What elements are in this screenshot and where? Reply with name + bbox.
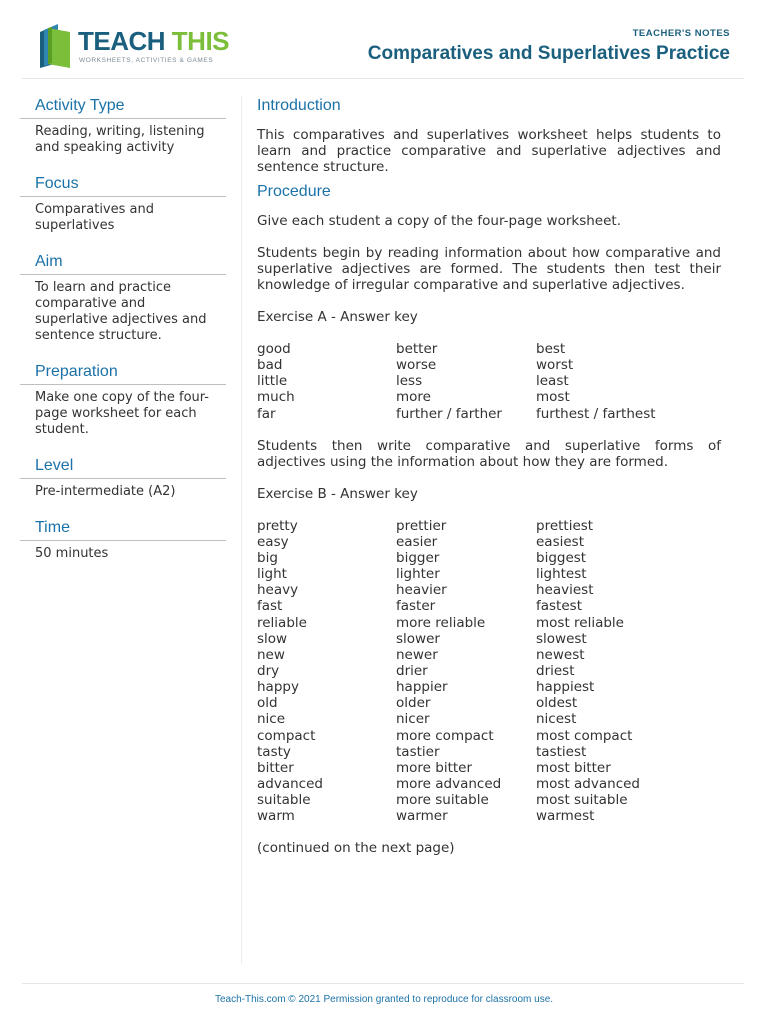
base-form-cell: fast [257, 598, 283, 615]
comparative-cell: faster [396, 598, 436, 615]
sidebar-section-time [20, 516, 226, 566]
comparative-cell: less [396, 373, 423, 390]
superlative-cell: biggest [536, 549, 587, 566]
superlative-cell: warmest [536, 808, 595, 825]
superlative-cell: easiest [536, 533, 584, 550]
sidebar-section-focus [20, 172, 226, 238]
comparative-cell: more compact [396, 727, 494, 744]
table-row [257, 550, 640, 566]
table-row [257, 566, 640, 582]
table-row [257, 389, 656, 405]
logo-word-this: THIS [171, 26, 230, 56]
base-form-cell: big [257, 549, 278, 566]
comparative-cell: tastier [396, 743, 440, 760]
footer-copyright: Teach-This.com © 2021 Permission granted to reproduce for classroom use. [214, 994, 554, 1005]
base-form-cell: bad [257, 357, 283, 374]
table-row [257, 598, 640, 614]
superlative-cell: most advanced [536, 775, 640, 792]
superlative-cell: most reliable [536, 614, 624, 631]
sidebar-heading: Time [20, 516, 226, 541]
comparative-cell: bigger [396, 549, 440, 566]
comparative-cell: lighter [396, 566, 440, 583]
sidebar-section-level [20, 454, 226, 504]
base-form-cell: bitter [257, 759, 294, 776]
sidebar-heading: Preparation [20, 360, 226, 385]
introduction-heading: Introduction [257, 97, 341, 114]
exercise-a-title: Exercise A - Answer key [257, 309, 418, 325]
base-form-cell: suitable [257, 792, 311, 809]
comparative-cell: newer [396, 646, 438, 663]
table-row [257, 760, 640, 776]
superlative-cell: heaviest [536, 582, 594, 599]
table-row [257, 406, 656, 422]
comparative-cell: more bitter [396, 759, 473, 776]
comparative-cell: further / farther [396, 405, 502, 422]
comparative-cell: more advanced [396, 775, 502, 792]
superlative-cell: oldest [536, 695, 578, 712]
sidebar-text: Comparatives and superlatives [35, 202, 154, 233]
table-row [257, 679, 640, 695]
comparative-cell: more reliable [396, 614, 486, 631]
base-form-cell: heavy [257, 582, 299, 599]
exercise-b-answer-table [257, 518, 640, 825]
table-row [257, 647, 640, 663]
page-header [0, 0, 768, 80]
base-form-cell: easy [257, 533, 289, 550]
base-form-cell: tasty [257, 743, 291, 760]
procedure-heading: Procedure [257, 183, 331, 200]
table-row [257, 711, 640, 727]
superlative-cell: most suitable [536, 792, 628, 809]
superlative-cell: least [536, 373, 569, 390]
comparative-cell: drier [396, 662, 428, 679]
table-row [257, 744, 640, 760]
procedure-paragraph: Students begin by reading information about how comparative and superlative adjectives are formed. The students then test their knowledge of irregular comparative and superlative adjectives. [257, 245, 721, 293]
comparative-cell: better [396, 341, 438, 357]
comparative-cell: worse [396, 357, 437, 374]
base-form-cell: pretty [257, 517, 298, 534]
base-form-cell: much [257, 389, 295, 406]
comparative-cell: heavier [396, 582, 447, 599]
header-divider [22, 78, 744, 79]
sidebar-text: Reading, writing, listening and speaking activity [35, 124, 205, 155]
base-form-cell: light [257, 566, 287, 583]
base-form-cell: old [257, 695, 278, 712]
base-form-cell: dry [257, 662, 280, 679]
table-row [257, 792, 640, 808]
procedure-paragraph: Give each student a copy of the four-page worksheet. [257, 213, 621, 229]
superlative-cell: happiest [536, 679, 595, 696]
sidebar-text: 50 minutes [35, 546, 109, 561]
logo-word-teach: TEACH [78, 26, 166, 56]
sidebar-section-aim [20, 250, 226, 348]
superlative-cell: most compact [536, 727, 633, 744]
logo-tagline: WORKSHEETS, ACTIVITIES & GAMES [79, 57, 214, 64]
table-row [257, 341, 656, 357]
sidebar-heading: Level [20, 454, 226, 479]
comparative-cell: nicer [396, 711, 430, 728]
sidebar-section-preparation [20, 360, 226, 442]
sidebar-heading: Focus [20, 172, 226, 197]
superlative-cell: nicest [536, 711, 577, 728]
comparative-cell: happier [396, 679, 448, 696]
superlative-cell: driest [536, 662, 575, 679]
base-form-cell: new [257, 646, 285, 663]
table-row [257, 728, 640, 744]
superlative-cell: best [536, 341, 566, 357]
sidebar-text: To learn and practice comparative and superlative adjectives and sentence structure. [35, 280, 207, 343]
table-row [257, 373, 656, 389]
superlative-cell: newest [536, 646, 585, 663]
base-form-cell: nice [257, 711, 286, 728]
table-row [257, 518, 640, 534]
comparative-cell: warmer [396, 808, 448, 825]
table-row [257, 357, 656, 373]
document-type-label: TEACHER'S NOTES [632, 28, 730, 39]
base-form-cell: happy [257, 679, 299, 696]
comparative-cell: more suitable [396, 792, 489, 809]
table-row [257, 808, 640, 824]
comparative-cell: more [396, 389, 431, 406]
continued-note: (continued on the next page) [257, 840, 455, 857]
base-form-cell: reliable [257, 614, 307, 631]
superlative-cell: lightest [536, 566, 587, 583]
comparative-cell: slower [396, 630, 440, 647]
base-form-cell: far [257, 405, 276, 422]
column-divider [241, 96, 242, 964]
superlative-cell: fastest [536, 598, 582, 615]
superlative-cell: furthest / farthest [536, 405, 656, 422]
book-logo-icon [36, 24, 76, 70]
table-row [257, 776, 640, 792]
sidebar [20, 94, 226, 578]
superlative-cell: worst [536, 357, 574, 374]
superlative-cell: most [536, 389, 570, 406]
exercise-a-answer-table [257, 341, 656, 422]
comparative-cell: easier [396, 533, 438, 550]
base-form-cell: little [257, 373, 288, 390]
table-row [257, 631, 640, 647]
table-row [257, 534, 640, 550]
sidebar-heading: Aim [20, 250, 226, 275]
exercise-b-title: Exercise B - Answer key [257, 485, 418, 502]
sidebar-text: Make one copy of the four-page worksheet for each student. [35, 390, 209, 437]
base-form-cell: warm [257, 808, 295, 825]
superlative-cell: prettiest [536, 517, 594, 534]
base-form-cell: slow [257, 630, 288, 647]
main-content [257, 94, 721, 872]
procedure-paragraph: Students then write comparative and superlative forms of adjectives using the information about how they are formed. [257, 437, 721, 470]
introduction-text: This comparatives and superlatives worksheet helps students to learn and practice comparative and superlative adjectives and sentence structure. [257, 127, 721, 175]
sidebar-text: Pre-intermediate (A2) [35, 484, 176, 499]
comparative-cell: older [396, 695, 431, 712]
superlative-cell: tastiest [536, 743, 587, 760]
document-title: Comparatives and Superlatives Practice [367, 43, 730, 64]
table-row [257, 615, 640, 631]
base-form-cell: good [257, 341, 291, 357]
footer-divider [22, 983, 744, 984]
base-form-cell: compact [257, 727, 316, 744]
table-row [257, 695, 640, 711]
logo-wordmark [78, 26, 229, 56]
table-row [257, 663, 640, 679]
superlative-cell: slowest [536, 630, 587, 647]
table-row [257, 582, 640, 598]
comparative-cell: prettier [396, 517, 447, 534]
sidebar-heading: Activity Type [20, 94, 226, 119]
superlative-cell: most bitter [536, 759, 611, 776]
base-form-cell: advanced [257, 775, 323, 792]
sidebar-section-activity-type [20, 94, 226, 160]
teach-this-logo[interactable] [36, 24, 236, 72]
